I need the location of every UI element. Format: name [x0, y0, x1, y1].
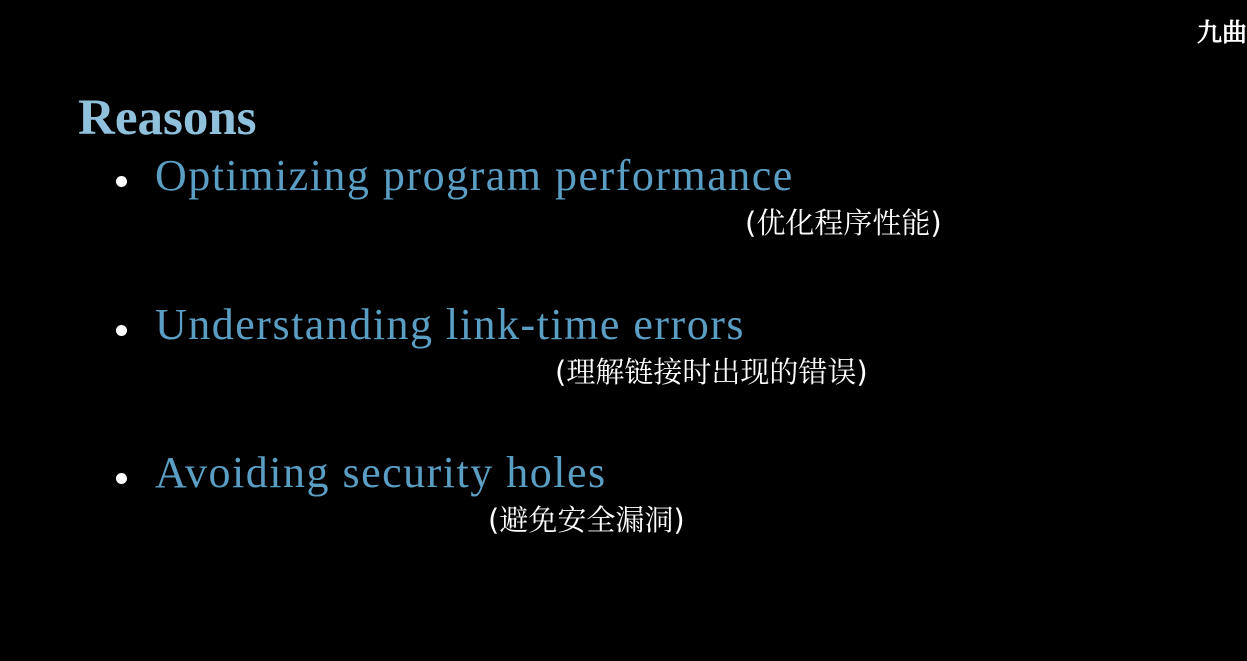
bullet-main-text: Avoiding security holes — [155, 448, 607, 498]
list-item — [110, 299, 1170, 390]
bullet-sub-text: (避免安全漏洞) — [488, 503, 685, 538]
page-title: Reasons — [78, 90, 257, 147]
bullet-sub-text: (优化程序性能) — [745, 205, 942, 240]
bullet-main-text: Understanding link-time errors — [155, 299, 745, 349]
corner-watermark: 九曲 — [1196, 18, 1247, 47]
bullet-dot-icon — [116, 325, 127, 336]
bullet-dot-icon — [116, 176, 127, 187]
bullet-sub-text: (理解链接时出现的错误) — [555, 354, 868, 389]
list-item — [110, 447, 1170, 538]
list-item — [110, 150, 1170, 241]
bullet-list — [110, 150, 1170, 538]
bullet-dot-icon — [116, 473, 127, 484]
bullet-main-text: Optimizing program performance — [155, 151, 794, 200]
